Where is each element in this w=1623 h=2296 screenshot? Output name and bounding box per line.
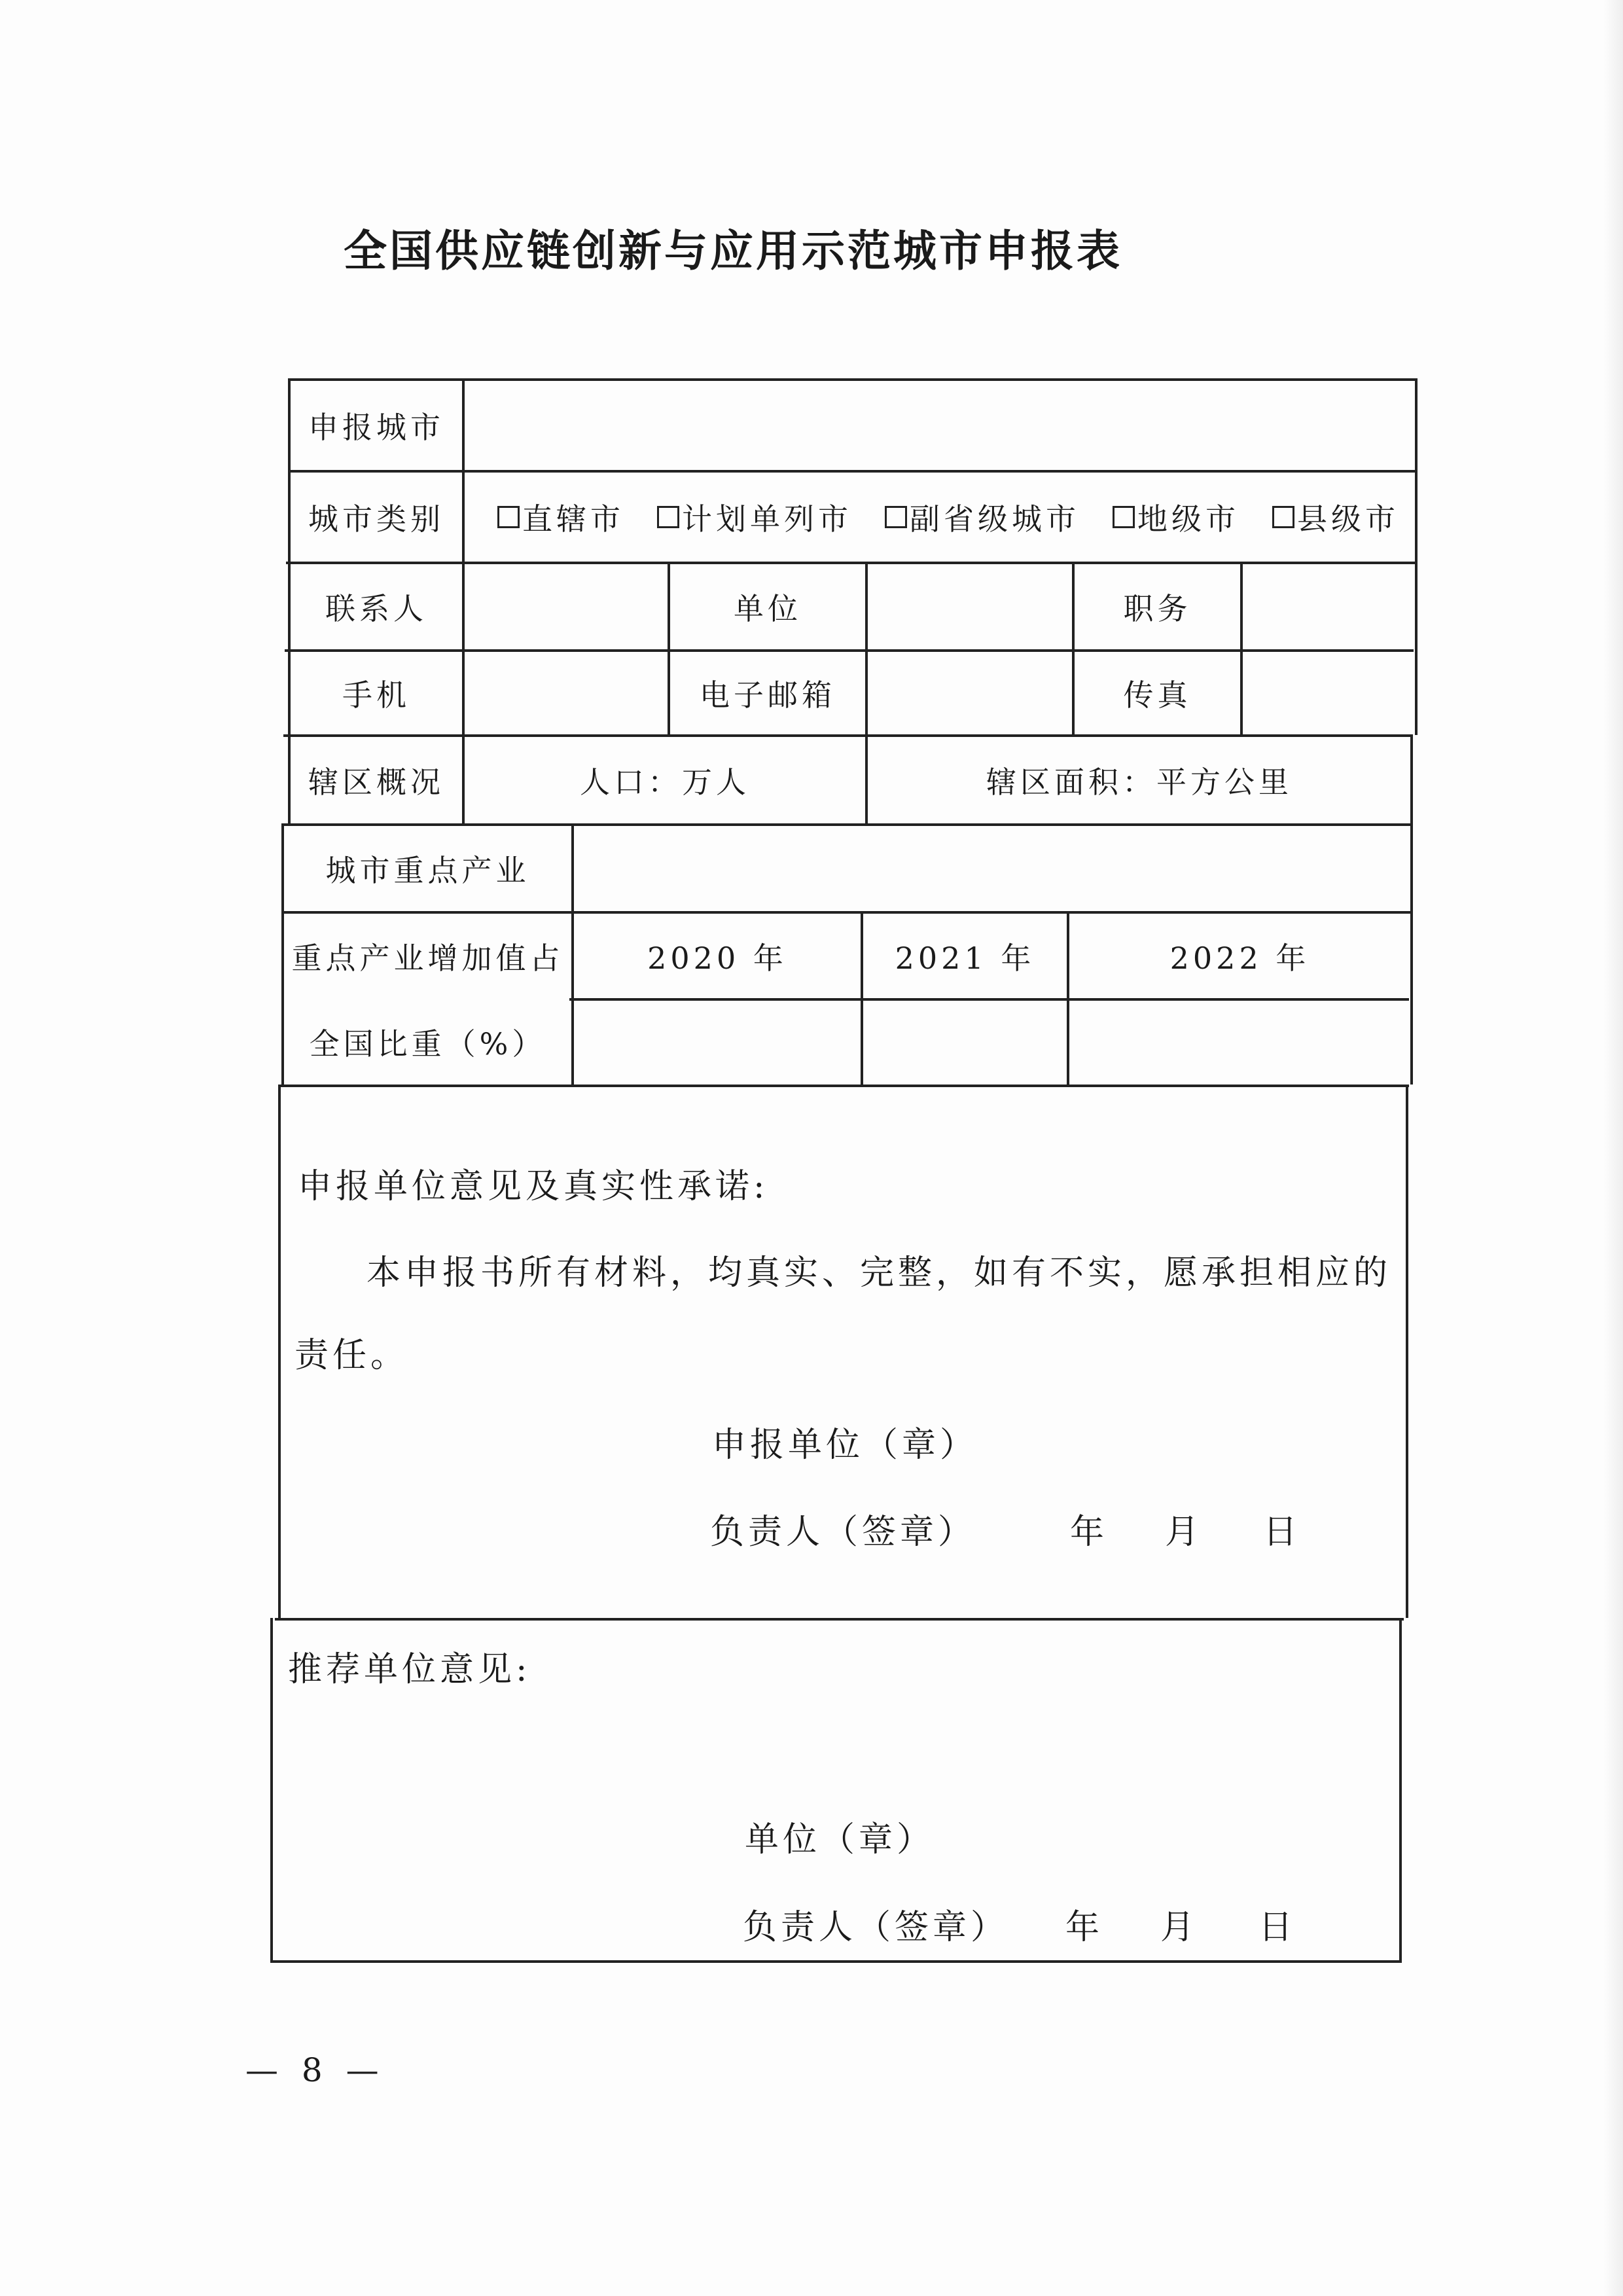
- email-input[interactable]: [868, 652, 1072, 734]
- checkbox-icon[interactable]: [1272, 506, 1294, 528]
- mobile-input[interactable]: [465, 652, 668, 734]
- checkbox-icon[interactable]: [657, 506, 679, 528]
- recommend-signer: 负责人（签章）: [743, 1908, 1009, 1947]
- fax-input[interactable]: [1243, 652, 1415, 734]
- checkbox-icon[interactable]: [1113, 506, 1135, 528]
- city-label: 申报城市: [308, 410, 444, 445]
- category-option-municipality[interactable]: 直辖市: [497, 495, 624, 539]
- fax-label: 传真: [1123, 677, 1192, 713]
- district-label: 辖区概况: [308, 764, 444, 800]
- key-industry-input[interactable]: [574, 826, 1410, 911]
- contact-input[interactable]: [465, 564, 668, 649]
- declaration-signer: 负责人（签章）: [710, 1513, 976, 1552]
- category-label: 城市类别: [308, 501, 444, 537]
- recommend-month: 月: [1160, 1908, 1199, 1947]
- page-title: 全国供应链创新与应用示范城市申报表: [344, 226, 1122, 276]
- share-2020-input[interactable]: [574, 1001, 861, 1085]
- category-option-sub-provincial[interactable]: 副省级城市: [885, 495, 1080, 539]
- scan-edge-shadow: [1603, 0, 1623, 2296]
- year-2022-header: 2022 年: [1169, 940, 1310, 976]
- city-input[interactable]: [465, 381, 1415, 470]
- category-option-planned-city[interactable]: 计划单列市: [657, 495, 852, 539]
- declaration-month: 月: [1165, 1513, 1204, 1552]
- recommend-year: 年: [1065, 1908, 1104, 1947]
- declaration-year: 年: [1070, 1513, 1109, 1552]
- declaration-day: 日: [1263, 1513, 1302, 1552]
- population-field[interactable]: 人口：万人: [580, 764, 750, 800]
- area-field[interactable]: 辖区面积：平方公里: [986, 764, 1293, 800]
- page-number: — 8 —: [245, 2051, 385, 2089]
- declaration-body-line1: 本申报书所有材料，均真实、完整，如有不实，愿承担相应的: [366, 1253, 1392, 1293]
- position-label: 职务: [1123, 591, 1192, 626]
- year-2021-header: 2021 年: [895, 940, 1035, 976]
- category-option-prefecture[interactable]: 地级市: [1113, 495, 1240, 539]
- recommend-heading: 推荐单位意见:: [288, 1650, 531, 1689]
- unit-input[interactable]: [868, 564, 1072, 649]
- email-label: 电子邮箱: [700, 677, 836, 713]
- share-label-line1: 重点产业增加值占: [291, 941, 564, 976]
- unit-label: 单位: [734, 591, 802, 626]
- contact-label: 联系人: [325, 591, 427, 626]
- declaration-body-line2: 责任。: [294, 1336, 409, 1375]
- category-options: [471, 473, 1415, 562]
- mobile-label: 手机: [342, 677, 410, 713]
- checkbox-icon[interactable]: [885, 506, 907, 528]
- recommend-seal: 单位（章）: [745, 1820, 935, 1859]
- share-2022-input[interactable]: [1069, 1001, 1410, 1085]
- position-input[interactable]: [1243, 564, 1415, 649]
- key-industry-label: 城市重点产业: [325, 853, 530, 888]
- year-2020-header: 2020 年: [647, 940, 787, 976]
- declaration-heading: 申报单位意见及真实性承诺:: [298, 1167, 769, 1206]
- category-option-county[interactable]: 县级市: [1272, 495, 1399, 539]
- recommend-day: 日: [1258, 1908, 1297, 1947]
- share-label-line2: 全国比重（%）: [309, 1026, 546, 1062]
- declaration-seal: 申报单位（章）: [712, 1426, 978, 1465]
- share-2021-input[interactable]: [863, 1001, 1067, 1085]
- checkbox-icon[interactable]: [497, 506, 520, 528]
